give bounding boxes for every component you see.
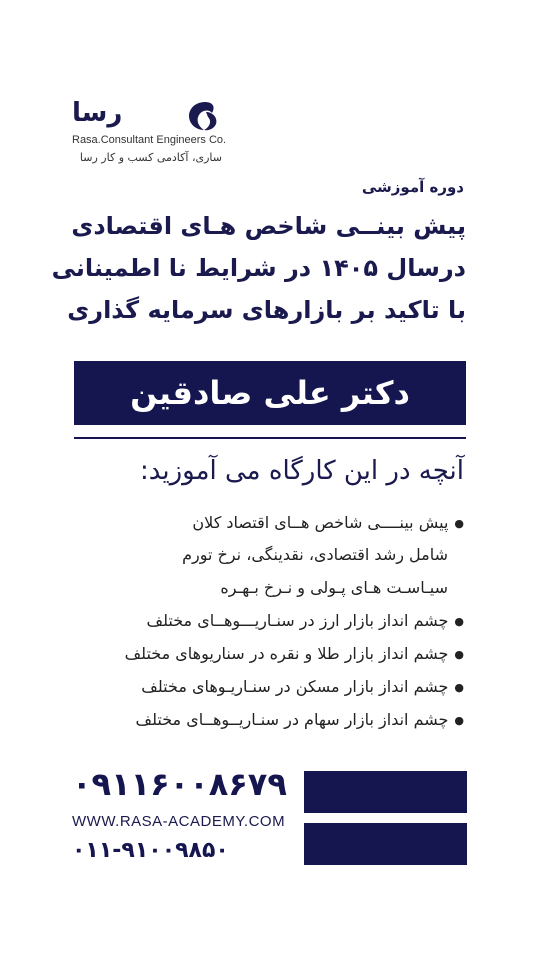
course-title-line-1: پیش بینــی شاخص هـای اقتصادی — [71, 212, 466, 240]
decorative-navy-block-top — [304, 771, 467, 813]
landline-number[interactable]: ۰۱۱-۹۱۰۰۹۸۵۰ — [72, 838, 229, 863]
decorative-navy-block-bottom — [304, 823, 467, 865]
mobile-number[interactable]: ۰۹۱۱۶۰۰۸۶۷۹ — [72, 765, 287, 803]
logo-english-name: Rasa.Consultant Engineers Co. — [72, 134, 227, 146]
list-item-text: چشم انداز بازار طلا و نقره در سناریوهای مختلف — [124, 644, 449, 663]
list-item-text: سیـاسـت هـای پـولی و نـرخ بـهـره — [220, 578, 448, 597]
list-item-continuation — [182, 544, 448, 566]
learn-heading: آنچه در این کارگاه می آموزید: — [139, 456, 464, 486]
logo-wordmark: رسا — [72, 98, 123, 128]
instructor-name: دکتر علی صادقین — [130, 374, 410, 412]
course-title-line-3: با تاکید بر بازارهای سرمایه گذاری — [67, 296, 466, 324]
divider — [74, 437, 466, 439]
course-title-line-2: درسال ۱۴۰۵ در شرایط نا اطمینانی — [51, 254, 466, 282]
list-item — [192, 512, 464, 535]
list-item — [125, 643, 464, 666]
logo-persian-tagline: ساری، آکادمی کسب و کار رسا — [79, 151, 222, 164]
list-item-text: پیش بینــــی شاخص هــای اقتصاد کلان — [192, 513, 449, 532]
website-link[interactable]: WWW.RASA-ACADEMY.COM — [72, 813, 286, 830]
list-item — [147, 610, 464, 633]
list-item-text: چشم انداز بازار مسکن در سنـاریـوهای مختلف — [141, 677, 449, 696]
list-item-continuation — [220, 577, 448, 599]
course-label: دوره آموزشی — [361, 178, 464, 196]
rasa-logo-icon — [186, 100, 224, 132]
list-item-text: شامل رشد اقتصادی، نقدینگی، نرخ تورم — [182, 545, 448, 564]
list-item — [136, 709, 464, 732]
list-item-text: چشم انداز بازار سهام در سنـاریــوهــای مختلف — [135, 710, 449, 729]
instructor-banner — [74, 361, 466, 425]
list-item — [141, 676, 464, 699]
list-item-text: چشم انداز بازار ارز در سنـاریـــوهــای مختلف — [146, 611, 449, 630]
